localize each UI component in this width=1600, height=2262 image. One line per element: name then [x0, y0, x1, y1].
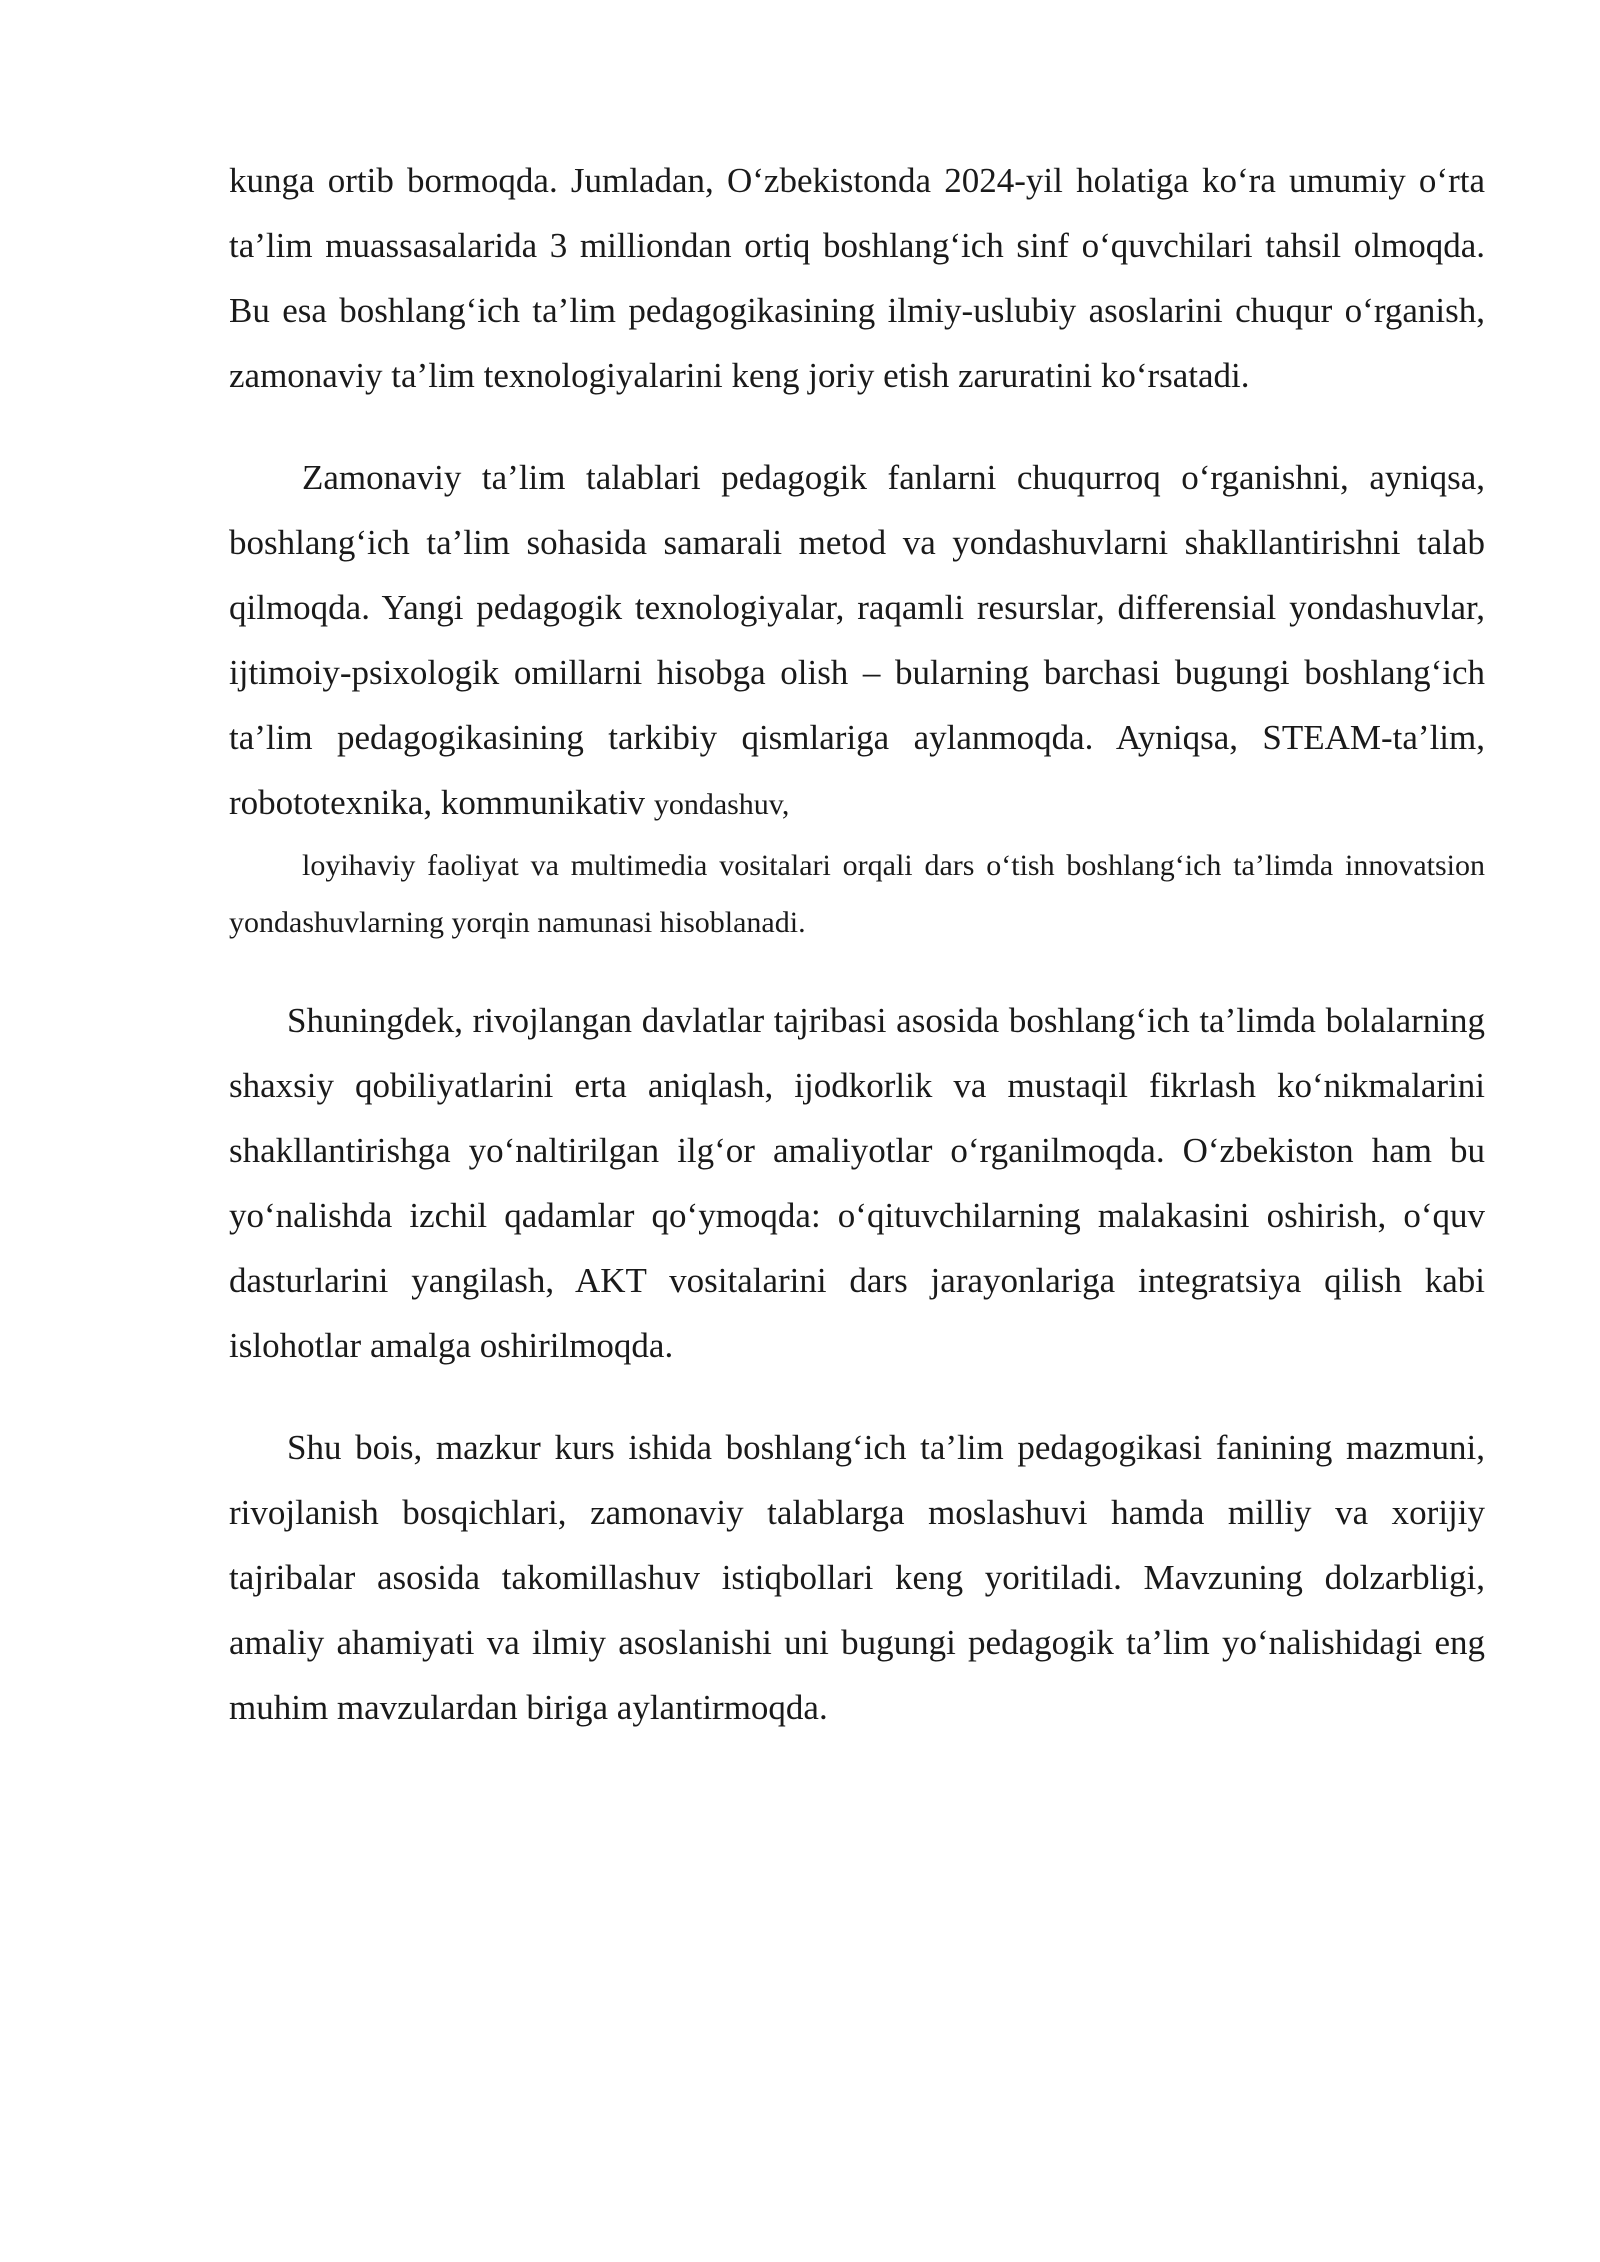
paragraph-4: Shu bois, mazkur kurs ishida boshlang‘ich ta’lim pedagogikasi fanining mazmuni, rivojlanish bosqichlari, zamonaviy talablarga moslashuvi hamda milliy va xorijiy tajribalar asosida takomillashuv istiqbollari keng yoritiladi. Mavzuning dolzarbligi, amaliy ahamiyati va ilmiy asoslanishi uni bugungi pedagogik ta’lim yo‘nalishidagi eng muhim mavzulardan biriga aylantirmoqda.: [229, 1428, 1485, 1727]
paragraph-2-small-inline-text: yondashuv,: [653, 788, 790, 821]
paragraph-3: Shuningdek, rivojlangan davlatlar tajribasi asosida boshlang‘ich ta’limda bolalarning shaxsiy qobiliyatlarini erta aniqlash, ijodkorlik va mustaqil fikrlash ko‘nikmalarini shakllantirishga yo‘naltirilgan ilg‘or amaliyotlar o‘rganilmoqda. O‘zbekiston ham bu yo‘nalishda izchil qadamlar qo‘ymoqda: o‘qituvchilarning malakasini oshirish, o‘quv dasturlarini yangilash, AKT vositalarini dars jarayonlariga integratsiya qilish kabi islohotlar amalga oshirilmoqda.: [229, 1001, 1485, 1365]
paragraph-1: kunga ortib bormoqda. Jumladan, O‘zbekistonda 2024-yil holatiga ko‘ra umumiy o‘rta ta’lim muassasalarida 3 milliondan ortiq boshlang‘ich sinf o‘quvchilari tahsil olmoqda. Bu esa boshlang‘ich ta’lim pedagogikasining ilmiy-uslubiy asoslarini chuqur o‘rganish, zamonaviy ta’lim texnologiyalarini keng joriy etish zaruratini ko‘rsatadi.: [229, 161, 1485, 395]
paragraph-2-main-text: Zamonaviy ta’lim talablari pedagogik fanlarni chuqurroq o‘rganishni, ayniqsa, boshlang‘ich ta’lim sohasida samarali metod va yondashuvlarni shakllantirishni talab qilmoqda. Yangi pedagogik texnologiyalar, raqamli resurslar, differensial yondashuvlar, ijtimoiy-psixologik omillarni hisobga olish – bularning barchasi bugungi boshlang‘ich ta’lim pedagogikasining tarkibiy qismlariga aylanmoqda. Ayniqsa, STEAM-ta’lim, robototexnika, kommunikativ: [229, 458, 1485, 822]
paragraph-2: [229, 445, 1485, 951]
document-body: [229, 148, 1485, 1740]
paragraph-2-small-block-text: loyihaviy faoliyat va multimedia vositalari orqali dars o‘tish boshlang‘ich ta’limda innovatsion yondashuvlarning yorqin namunasi hisoblanadi.: [229, 849, 1485, 939]
